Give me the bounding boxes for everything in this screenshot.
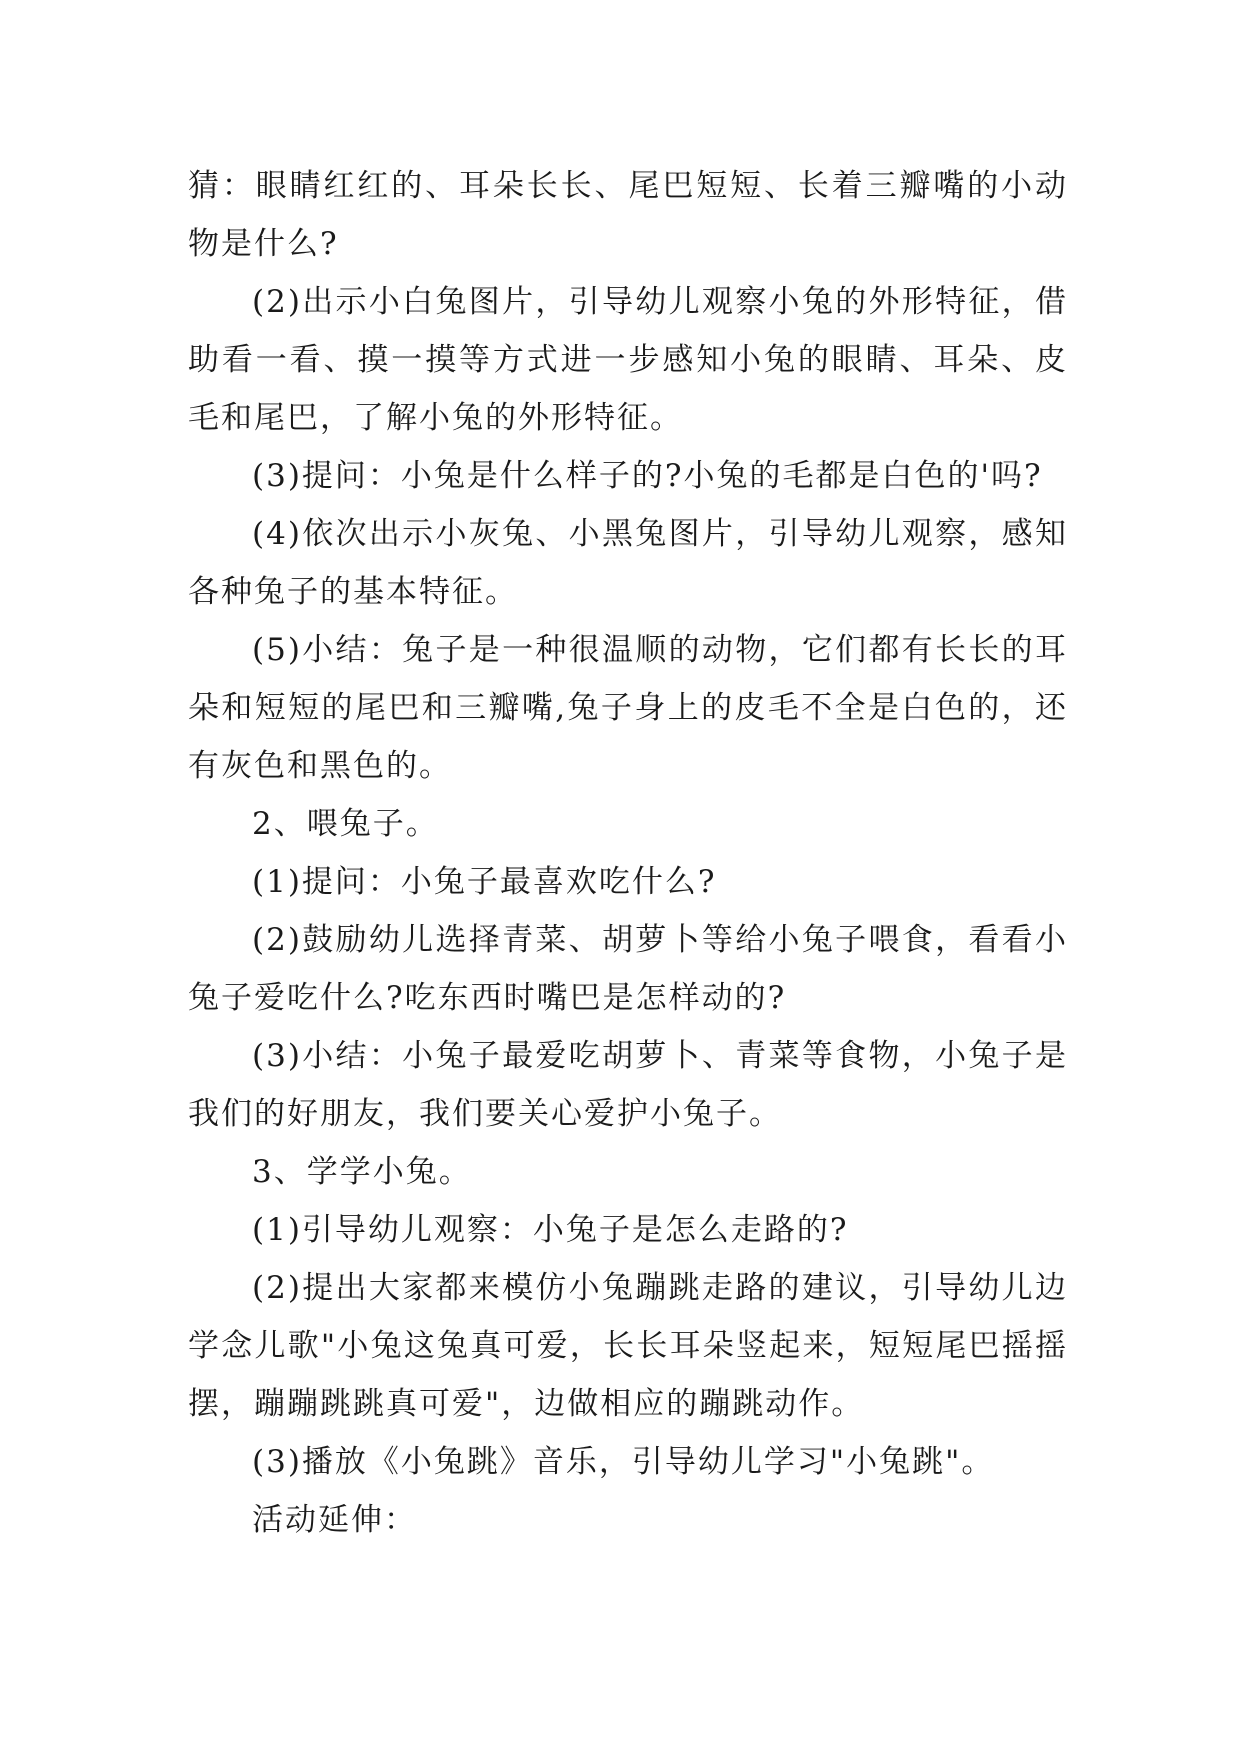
paragraph: (5)小结：兔子是一种很温顺的动物，它们都有长长的耳朵和短短的尾巴和三瓣嘴,兔子身上的皮毛不全是白色的，还有灰色和黑色的。 [188, 632, 1068, 784]
paragraph: (4)依次出示小灰兔、小黑兔图片，引导幼儿观察，感知各种兔子的基本特征。 [188, 516, 1068, 610]
paragraph: (2)提出大家都来模仿小兔蹦跳走路的建议，引导幼儿边学念儿歌"小兔这兔真可爱，长长耳朵竖起来，短短尾巴摇摇摆，蹦蹦跳跳真可爱"，边做相应的蹦跳动作。 [188, 1270, 1068, 1422]
paragraph: (2)鼓励幼儿选择青菜、胡萝卜等给小兔子喂食，看看小兔子爱吃什么?吃东西时嘴巴是怎样动的? [188, 922, 1068, 1016]
paragraph: 猜：眼睛红红的、耳朵长长、尾巴短短、长着三瓣嘴的小动物是什么? [188, 168, 1068, 262]
paragraph: (2)出示小白兔图片，引导幼儿观察小兔的外形特征，借助看一看、摸一摸等方式进一步感知小兔的眼睛、耳朵、皮毛和尾巴，了解小兔的外形特征。 [188, 284, 1068, 436]
document-body [188, 157, 1068, 1549]
paragraph: (1)提问：小兔子最喜欢吃什么? [252, 864, 717, 900]
paragraph: (3)播放《小兔跳》音乐，引导幼儿学习"小兔跳"。 [252, 1444, 995, 1480]
paragraph: (1)引导幼儿观察：小兔子是怎么走路的? [252, 1212, 849, 1248]
paragraph: (3)小结：小兔子最爱吃胡萝卜、青菜等食物，小兔子是我们的好朋友，我们要关心爱护小兔子。 [188, 1038, 1068, 1132]
section-heading: 3、学学小兔。 [252, 1154, 472, 1190]
section-heading: 2、喂兔子。 [252, 806, 439, 842]
paragraph: (3)提问：小兔是什么样子的?小兔的毛都是白色的'吗? [252, 458, 1043, 494]
section-heading: 活动延伸： [252, 1502, 417, 1538]
